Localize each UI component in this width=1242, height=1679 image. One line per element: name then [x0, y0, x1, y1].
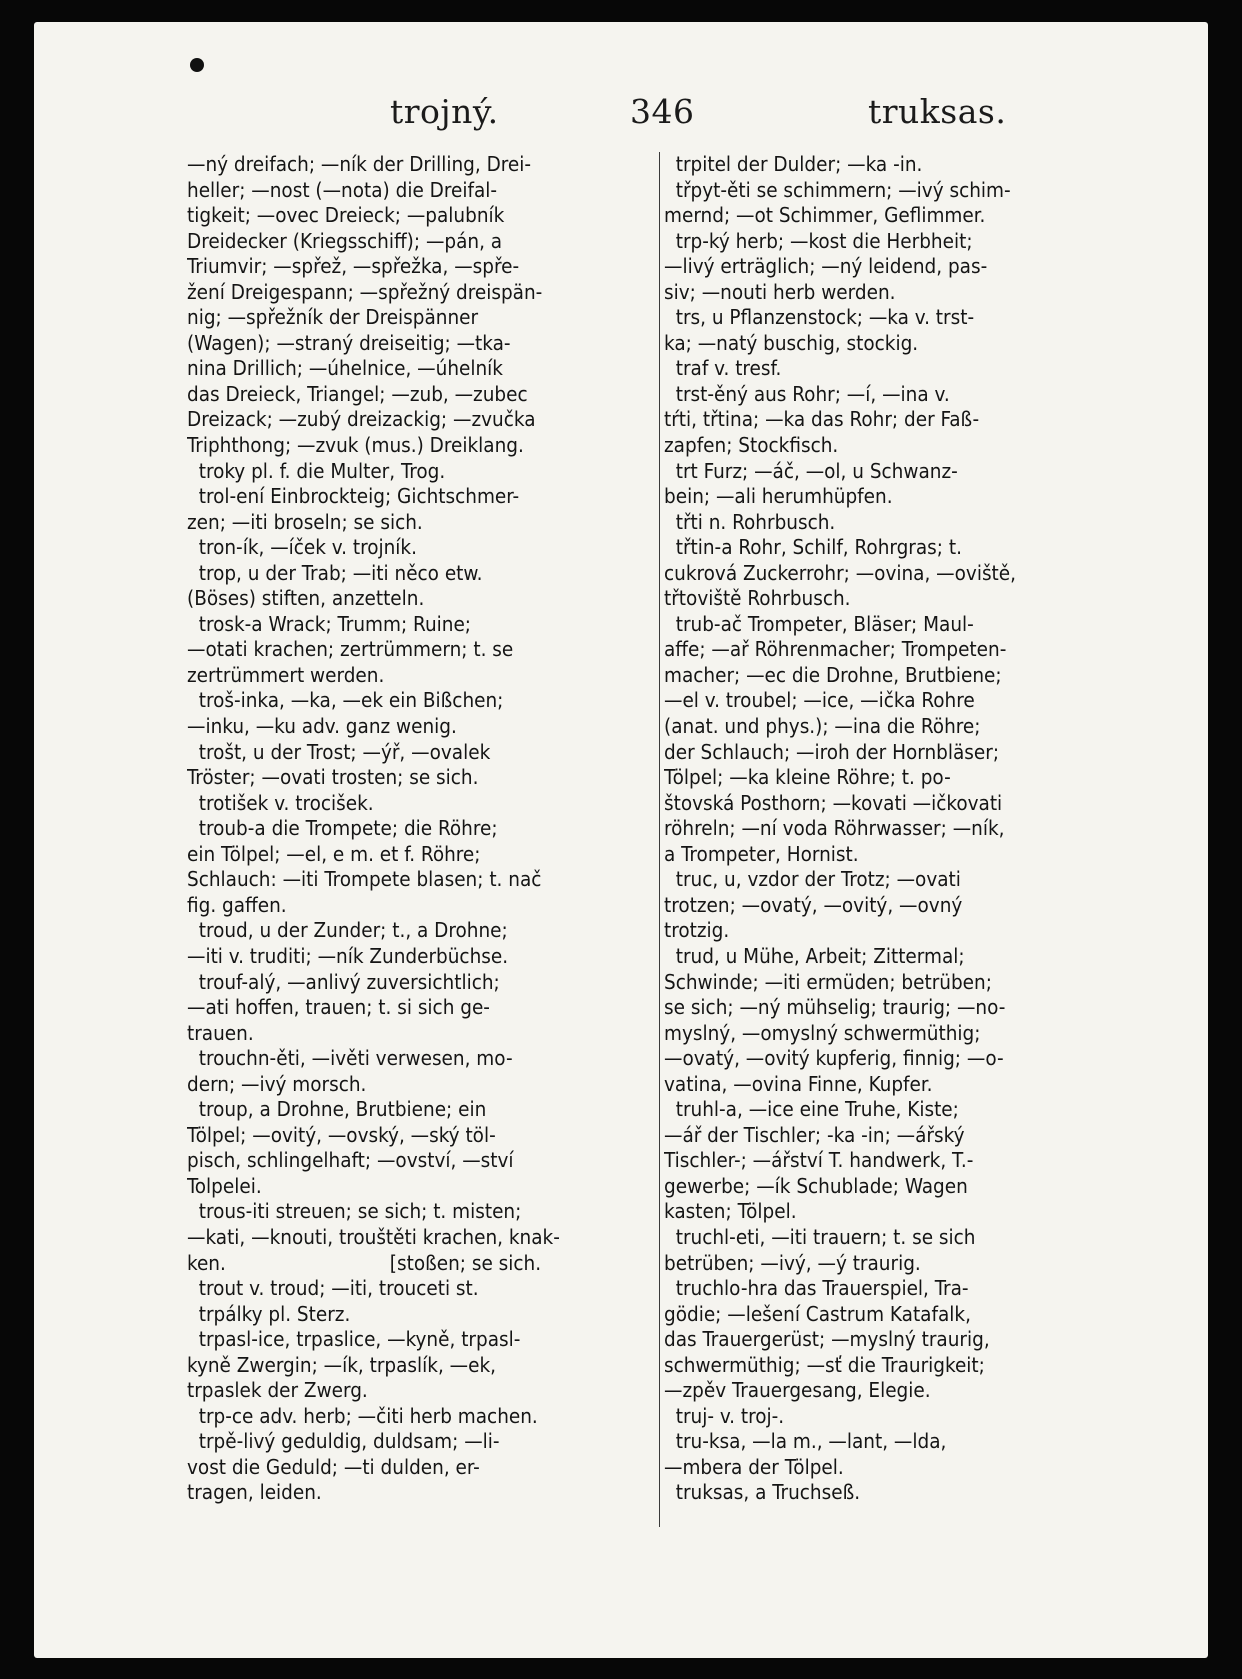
entry-line: dern; —ivý morsch.	[187, 1071, 367, 1096]
entry-line: trauen.	[187, 1020, 254, 1045]
entry-line: —ný dreifach; —ník der Drilling, Drei-	[187, 152, 532, 176]
entry-line: trouf-alý, —anlivý zuversichtlich;	[187, 969, 500, 994]
entry-line: troub-a die Trompete; die Röhre;	[187, 816, 498, 841]
entry-line: trs, u Pflanzenstock; —ka v. trst-	[664, 305, 975, 330]
entry-line: Tröster; —ovati trosten; se sich.	[187, 765, 479, 790]
entry-line: trout v. troud; —iti, trouceti st.	[187, 1276, 479, 1301]
entry-line: siv; —nouti herb werden.	[664, 279, 896, 304]
entry-line: zertrümmert werden.	[187, 662, 385, 687]
entry-line: se sich; —ný mühselig; traurig; —no-	[664, 995, 1006, 1020]
entry-line: trst-ěný aus Rohr; —í, —ina v.	[664, 381, 950, 406]
punch-hole	[190, 58, 204, 72]
entry-line: —mbera der Tölpel.	[664, 1454, 844, 1479]
entry-line: troud, u der Zunder; t., a Drohne;	[187, 918, 508, 943]
entry-line: trpaslek der Zwerg.	[187, 1378, 368, 1403]
entry-line: troky pl. f. die Multer, Trog.	[187, 458, 446, 483]
entry-line: trpitel der Dulder; —ka -in.	[664, 152, 923, 176]
entry-line: tragen, leiden.	[187, 1480, 322, 1505]
entry-line: (Böses) stiften, anzetteln.	[187, 586, 425, 611]
right-column	[664, 152, 1144, 1506]
entry-line: trous-iti streuen; se sich; t. misten;	[187, 1199, 522, 1224]
entry-line: (anat. und phys.); —ina die Röhre;	[664, 714, 981, 739]
entry-line: Dreizack; —zubý dreizackig; —zvučka	[187, 407, 536, 432]
page-number: 346	[630, 92, 695, 131]
entry-line: trop, u der Trab; —iti něco etw.	[187, 560, 483, 585]
entry-line: vatina, —ovina Finne, Kupfer.	[664, 1071, 933, 1096]
entry-line: truchlo-hra das Trauerspiel, Tra-	[664, 1276, 969, 1301]
entry-line: affe; —ař Röhrenmacher; Trompeten-	[664, 637, 1007, 662]
entry-line: —ář der Tischler; -ka -in; —ářský	[664, 1122, 965, 1147]
entry-line: a Trompeter, Hornist.	[664, 841, 859, 866]
entry-line: gödie; —lešení Castrum Katafalk,	[664, 1301, 971, 1326]
entry-line: Tischler-; —ářství T. handwerk, T.-	[664, 1148, 974, 1173]
entry-line: —el v. troubel; —ice, —ička Rohre	[664, 688, 975, 713]
entry-line: mernd; —ot Schimmer, Geflimmer.	[664, 203, 986, 228]
entry-line: zapfen; Stockfisch.	[664, 433, 839, 458]
entry-line: truc, u, vzdor der Trotz; —ovati	[664, 867, 961, 892]
page-header	[34, 92, 1208, 142]
entry-line: ken. [stoßen; se sich.	[187, 1250, 542, 1275]
entry-line: trp-ký herb; —kost die Herbheit;	[664, 228, 973, 253]
dictionary-page	[34, 22, 1208, 1658]
entry-line: Dreidecker (Kriegsschiff); —pán, a	[187, 228, 503, 253]
entry-line: trotzen; —ovatý, —ovitý, —ovný	[664, 892, 963, 917]
entry-line: truhl-a, —ice eine Truhe, Kiste;	[664, 1097, 959, 1122]
entry-line: —zpěv Trauergesang, Elegie.	[664, 1378, 931, 1403]
entry-line: trosk-a Wrack; Trumm; Ruine;	[187, 611, 472, 636]
entry-line: troš-inka, —ka, —ek ein Bißchen;	[187, 688, 504, 713]
entry-line: Schlauch: —iti Trompete blasen; t. nač	[187, 867, 542, 892]
entry-line: vost die Geduld; —ti dulden, er-	[187, 1454, 480, 1479]
entry-line: trpasl-ice, trpaslice, —kyně, trpasl-	[187, 1327, 521, 1352]
entry-line: röhreln; —ní voda Röhrwasser; —ník,	[664, 816, 1005, 841]
entry-line: truksas, a Truchseß.	[664, 1480, 861, 1505]
entry-line: ka; —natý buschig, stockig.	[664, 330, 919, 355]
entry-line: tron-ík, —íček v. trojník.	[187, 535, 417, 560]
entry-line: trpálky pl. Sterz.	[187, 1301, 351, 1326]
entry-line: trotzig.	[664, 918, 730, 943]
entry-line: —ovatý, —ovitý kupferig, finnig; —o-	[664, 1046, 1004, 1071]
entry-line: truj- v. troj-.	[664, 1403, 785, 1428]
entry-line: —otati krachen; zertrümmern; t. se	[187, 637, 514, 662]
left-column	[187, 152, 657, 1506]
entry-line: trud, u Mühe, Arbeit; Zittermal;	[664, 943, 965, 968]
entry-line: myslný, —omyslný schwermüthig;	[664, 1020, 981, 1045]
entry-line: ein Tölpel; —el, e m. et f. Röhre;	[187, 841, 481, 866]
entry-line: —iti v. truditi; —ník Zunderbüchse.	[187, 943, 509, 968]
entry-line: nig; —spřežník der Dreispänner	[187, 305, 479, 330]
entry-line: truchl-eti, —iti trauern; t. se sich	[664, 1224, 976, 1249]
entry-line: Tolpelei.	[187, 1173, 262, 1198]
entry-line: trub-ač Trompeter, Bläser; Maul-	[664, 611, 974, 636]
entry-line: bein; —ali herumhüpfen.	[664, 484, 893, 509]
entry-line: tigkeit; —ovec Dreieck; —palubník	[187, 203, 505, 228]
column-divider	[659, 152, 660, 1527]
header-first-headword: trojný.	[390, 92, 499, 131]
entry-line: macher; —ec die Drohne, Brutbiene;	[664, 662, 1002, 687]
entry-line: Triphthong; —zvuk (mus.) Dreiklang.	[187, 433, 524, 458]
entry-line: trošt, u der Trost; —ýř, —ovalek	[187, 739, 491, 764]
entry-line: Schwinde; —iti ermüden; betrüben;	[664, 969, 992, 994]
header-last-headword: truksas.	[868, 92, 1007, 131]
entry-line: fig. gaffen.	[187, 892, 287, 917]
entry-line: trp-ce adv. herb; —čiti herb machen.	[187, 1403, 538, 1428]
entry-line: žení Dreigespann; —spřežný dreispän-	[187, 279, 543, 304]
entry-line: kyně Zwergin; —ík, trpaslík, —ek,	[187, 1352, 497, 1377]
entry-line: štovská Posthorn; —kovati —ičkovati	[664, 790, 1003, 815]
entry-line: gewerbe; —ík Schublade; Wagen	[664, 1173, 968, 1198]
entry-line: trol-ení Einbrockteig; Gichtschmer-	[187, 484, 520, 509]
entry-line: tŕti, třtina; —ka das Rohr; der Faß-	[664, 407, 980, 432]
entry-line: das Trauergerüst; —myslný traurig,	[664, 1327, 990, 1352]
entry-line: třtin-a Rohr, Schilf, Rohrgras; t.	[664, 535, 962, 560]
entry-line: traf v. tresf.	[664, 356, 782, 381]
entry-line: trpě-livý geduldig, duldsam; —li-	[187, 1429, 500, 1454]
entry-line: heller; —nost (—nota) die Dreifal-	[187, 177, 498, 202]
entry-line: trt Furz; —áč, —ol, u Schwanz-	[664, 458, 958, 483]
entry-line: třti n. Rohrbusch.	[664, 509, 836, 534]
entry-line: pisch, schlingelhaft; —ovství, —ství	[187, 1148, 514, 1173]
entry-line: —inku, —ku adv. ganz wenig.	[187, 714, 457, 739]
entry-line: cukrová Zuckerrohr; —ovina, —oviště,	[664, 560, 1016, 585]
entry-line: nina Drillich; —úhelnice, —úhelník	[187, 356, 503, 381]
entry-line: Tölpel; —ka kleine Röhre; t. po-	[664, 765, 951, 790]
entry-line: trouchn-ěti, —ivěti verwesen, mo-	[187, 1046, 513, 1071]
entry-line: —livý erträglich; —ný leidend, pas-	[664, 254, 988, 279]
entry-line: třpyt-ěti se schimmern; —ivý schim-	[664, 177, 1011, 202]
entry-line: der Schlauch; —iroh der Hornbläser;	[664, 739, 1000, 764]
entry-line: zen; —iti broseln; se sich.	[187, 509, 423, 534]
entry-line: troup, a Drohne, Brutbiene; ein	[187, 1097, 487, 1122]
entry-line: Tölpel; —ovitý, —ovský, —ský töl-	[187, 1122, 496, 1147]
entry-line: třtoviště Rohrbusch.	[664, 586, 851, 611]
entry-line: trotišek v. trocišek.	[187, 790, 374, 815]
entry-line: (Wagen); —straný dreiseitig; —tka-	[187, 330, 511, 355]
entry-line: tru-ksa, —la m., —lant, —lda,	[664, 1429, 947, 1454]
entry-line: schwermüthig; —sť die Traurigkeit;	[664, 1352, 985, 1377]
entry-line: betrüben; —ivý, —ý traurig.	[664, 1250, 921, 1275]
entry-line: Triumvir; —spřež, —spřežka, —spře-	[187, 254, 520, 279]
entry-line: kasten; Tölpel.	[664, 1199, 797, 1224]
entry-line: —ati hoffen, trauen; t. si sich ge-	[187, 995, 490, 1020]
entry-line: das Dreieck, Triangel; —zub, —zubec	[187, 381, 528, 406]
entry-line: —kati, —knouti, trouštěti krachen, knak-	[187, 1224, 560, 1249]
